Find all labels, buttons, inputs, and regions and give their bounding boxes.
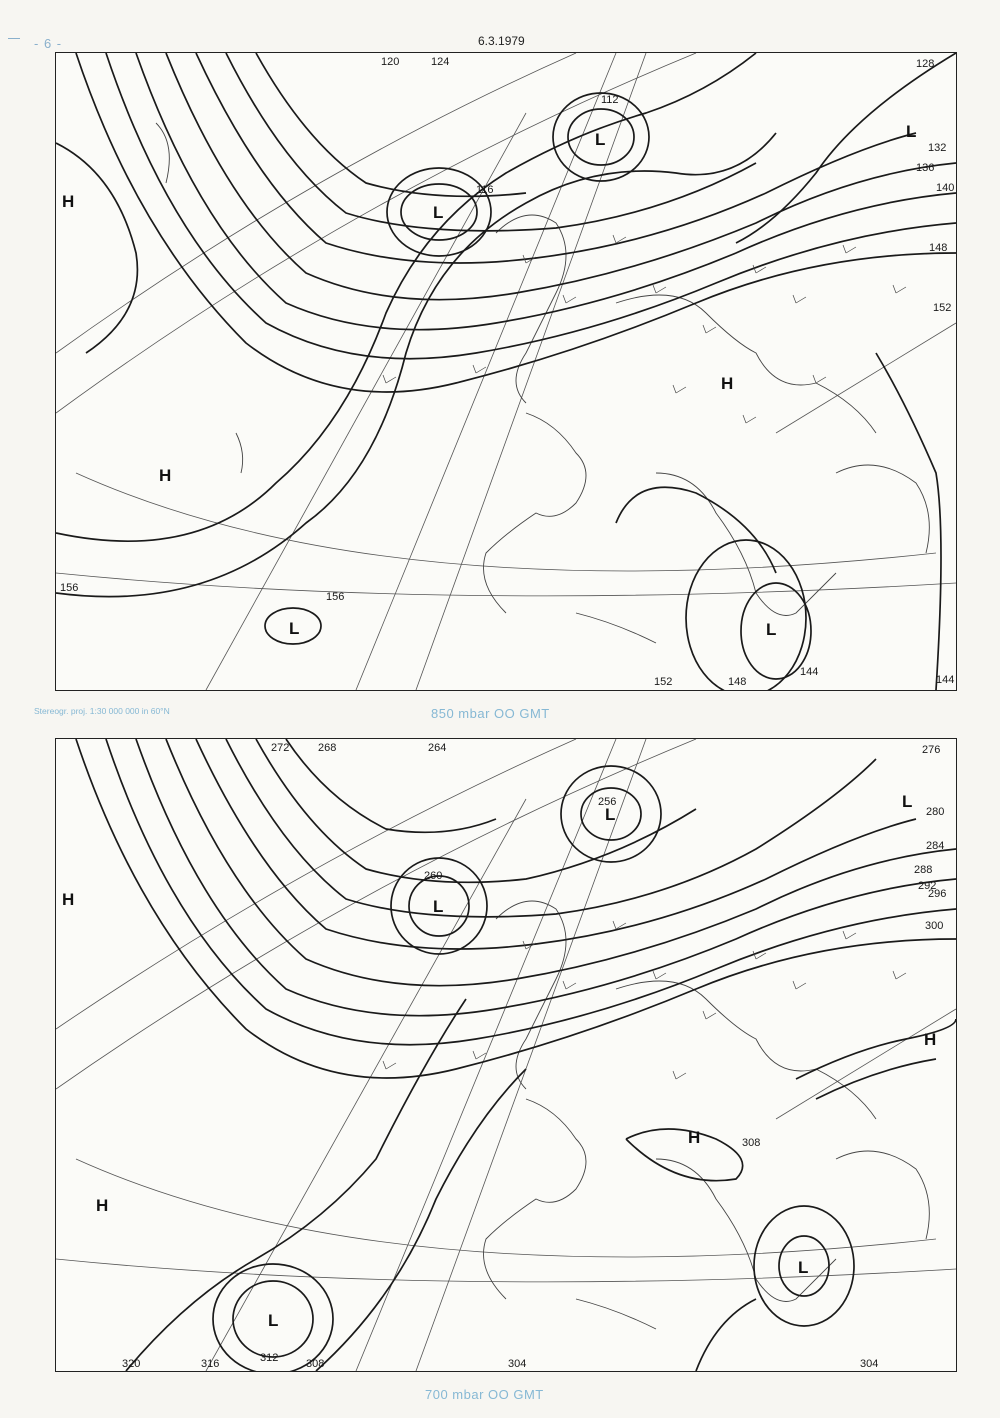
margin-mark bbox=[8, 38, 20, 39]
high-pressure-marker: H bbox=[924, 1030, 937, 1049]
isoline-label: 256 bbox=[598, 796, 617, 808]
map-850-mbar bbox=[55, 52, 957, 691]
isoline-label: 296 bbox=[928, 888, 947, 900]
isoline-label: 308 bbox=[306, 1358, 325, 1370]
high-pressure-marker: H bbox=[62, 890, 75, 909]
isoline-label: 320 bbox=[122, 1358, 141, 1370]
map-700-caption: 700 mbar OO GMT bbox=[425, 1387, 544, 1402]
isoline-label: 312 bbox=[260, 1352, 279, 1364]
isoline-label: 260 bbox=[424, 870, 443, 882]
isoline-label: 148 bbox=[728, 676, 747, 688]
isoline-label: 152 bbox=[654, 676, 673, 688]
low-pressure-marker: L bbox=[268, 1311, 279, 1330]
isoline-label: 116 bbox=[476, 184, 494, 196]
isoline-label: 300 bbox=[925, 920, 944, 932]
map-850-canvas bbox=[56, 53, 956, 690]
low-pressure-marker: L bbox=[902, 792, 913, 811]
low-pressure-marker: L bbox=[433, 203, 444, 222]
isoline-label: 144 bbox=[936, 674, 955, 686]
high-pressure-marker: H bbox=[96, 1196, 109, 1215]
isoline-label: 304 bbox=[508, 1358, 527, 1370]
graticule-850 bbox=[56, 53, 956, 690]
chart-date: 6.3.1979 bbox=[478, 34, 525, 48]
isoline-label: 124 bbox=[431, 56, 450, 68]
isoline-label: 264 bbox=[428, 742, 447, 754]
isoline-label: 316 bbox=[201, 1358, 220, 1370]
wind-barbs-700 bbox=[383, 921, 906, 1079]
low-pressure-marker: L bbox=[595, 130, 606, 149]
page-number: - 6 - bbox=[34, 36, 63, 51]
high-pressure-marker: H bbox=[688, 1128, 701, 1147]
low-pressure-marker: L bbox=[289, 619, 300, 638]
isoline-labels-850 bbox=[60, 56, 954, 688]
isoline-label: 144 bbox=[800, 666, 819, 678]
low-pressure-marker: L bbox=[798, 1258, 809, 1277]
isoline-label: 288 bbox=[914, 864, 933, 876]
low-pressure-marker: L bbox=[433, 897, 444, 916]
contours-700 bbox=[76, 739, 956, 1371]
projection-note: Stereogr. proj. 1:30 000 000 in 60°N bbox=[34, 706, 170, 716]
isoline-label: 132 bbox=[928, 142, 947, 154]
isoline-label: 280 bbox=[926, 806, 945, 818]
high-pressure-marker: H bbox=[62, 192, 75, 211]
isoline-label: 156 bbox=[60, 582, 79, 594]
low-pressure-marker: L bbox=[766, 620, 777, 639]
isoline-label: 272 bbox=[271, 742, 290, 754]
coastline-850 bbox=[156, 123, 929, 643]
isoline-label: 156 bbox=[326, 591, 345, 603]
isoline-label: 308 bbox=[742, 1137, 761, 1149]
map-700-canvas bbox=[56, 739, 956, 1371]
isoline-label: 304 bbox=[860, 1358, 879, 1370]
isoline-label: 268 bbox=[318, 742, 337, 754]
high-pressure-marker: H bbox=[159, 466, 172, 485]
isoline-label: 152 bbox=[933, 302, 952, 314]
isoline-label: 148 bbox=[929, 242, 948, 254]
map-700-mbar bbox=[55, 738, 957, 1372]
isoline-label: 128 bbox=[916, 58, 935, 70]
isoline-label: 112 bbox=[601, 94, 619, 106]
low-pressure-marker: L bbox=[906, 122, 917, 141]
isoline-label: 292 bbox=[918, 880, 937, 892]
isoline-label: 284 bbox=[926, 840, 945, 852]
isoline-label: 136 bbox=[916, 162, 935, 174]
isoline-label: 276 bbox=[922, 744, 941, 756]
high-pressure-marker: H bbox=[721, 374, 734, 393]
low-pressure-marker: L bbox=[605, 805, 616, 824]
coastline-700 bbox=[484, 901, 930, 1329]
isoline-label: 120 bbox=[381, 56, 400, 68]
pressure-centers-700 bbox=[62, 792, 936, 1330]
map-850-caption: 850 mbar OO GMT bbox=[431, 706, 550, 721]
isoline-label: 140 bbox=[936, 182, 955, 194]
